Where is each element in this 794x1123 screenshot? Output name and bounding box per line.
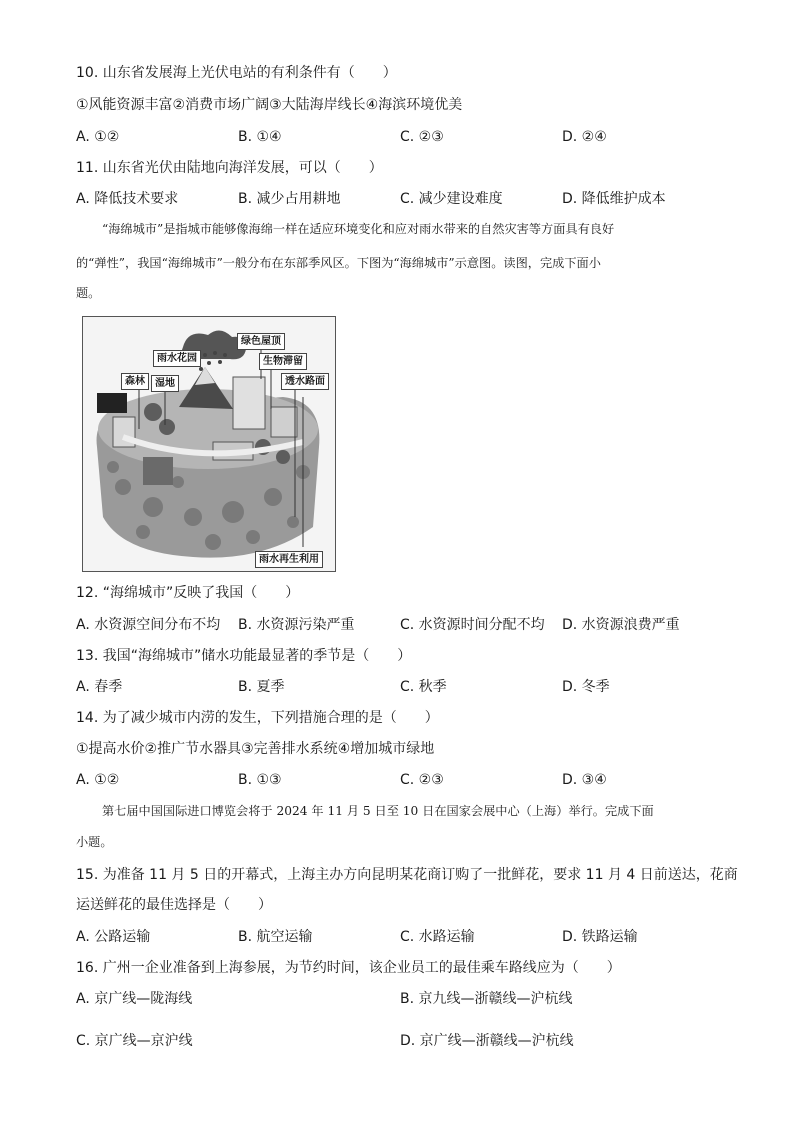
label-forest: 森林 [121, 373, 149, 390]
label-wetland: 湿地 [151, 375, 179, 392]
label-rain-reuse: 雨水再生利用 [255, 551, 323, 568]
q10-option-b: B. ①④ [238, 129, 282, 145]
q15-option-a: A. 公路运输 [76, 929, 151, 945]
q11-option-b: B. 减少占用耕地 [238, 191, 341, 207]
q15-option-c: C. 水路运输 [400, 929, 475, 945]
q11-option-a: A. 降低技术要求 [76, 191, 179, 207]
passage1-line3: 题。 [76, 286, 101, 300]
q11-option-c: C. 减少建设难度 [400, 191, 503, 207]
q12-option-a: A. 水资源空间分布不均 [76, 617, 221, 633]
q16-stem: 16. 广州一企业准备到上海参展，为节约时间，该企业员工的最佳乘车路线应为（ ） [76, 960, 621, 976]
label-rain-garden: 雨水花园 [153, 350, 201, 367]
q14-items: ①提高水价②推广节水器具③完善排水系统④增加城市绿地 [76, 741, 435, 757]
label-bio-retention: 生物滞留 [259, 353, 307, 370]
q14-option-d: D. ③④ [562, 772, 607, 788]
q10-option-c: C. ②③ [400, 129, 444, 145]
label-green-roof: 绿色屋顶 [237, 333, 285, 350]
q10-items: ①风能资源丰富②消费市场广阔③大陆海岸线长④海滨环境优美 [76, 97, 463, 113]
q12-option-c: C. 水资源时间分配不均 [400, 617, 545, 633]
q13-option-a: A. 春季 [76, 679, 123, 695]
q12-stem: 12. “海绵城市”反映了我国（ ） [76, 585, 300, 601]
q13-stem: 13. 我国“海绵城市”储水功能最显著的季节是（ ） [76, 648, 412, 664]
q10-option-a: A. ①② [76, 129, 120, 145]
passage1-line1: “海绵城市”是指城市能够像海绵一样在适应环境变化和应对雨水带来的自然灾害等方面具有良好 [102, 222, 615, 236]
q13-option-d: D. 冬季 [562, 679, 610, 695]
q14-stem: 14. 为了减少城市内涝的发生，下列措施合理的是（ ） [76, 710, 439, 726]
passage1-line2: 的“弹性”，我国“海绵城市”一般分布在东部季风区。下图为“海绵城市”示意图。读图，完成下面小 [76, 256, 601, 270]
q15-option-d: D. 铁路运输 [562, 929, 638, 945]
q14-option-c: C. ②③ [400, 772, 444, 788]
q16-option-d: D. 京广线—浙赣线—沪杭线 [400, 1033, 574, 1049]
q11-option-d: D. 降低维护成本 [562, 191, 666, 207]
q11-stem: 11. 山东省光伏由陆地向海洋发展，可以（ ） [76, 160, 383, 176]
q16-option-a: A. 京广线—陇海线 [76, 991, 193, 1007]
q13-option-b: B. 夏季 [238, 679, 285, 695]
q13-option-c: C. 秋季 [400, 679, 447, 695]
q12-option-b: B. 水资源污染严重 [238, 617, 355, 633]
label-permeable-road: 透水路面 [281, 373, 329, 390]
q15-stem-line1: 15. 为准备 11 月 5 日的开幕式，上海主办方向昆明某花商订购了一批鲜花，要求 11 月 4 日前送达，花商 [76, 867, 738, 883]
q14-option-a: A. ①② [76, 772, 120, 788]
q16-option-c: C. 京广线—京沪线 [76, 1033, 193, 1049]
q12-option-d: D. 水资源浪费严重 [562, 617, 680, 633]
q16-option-b: B. 京九线—浙赣线—沪杭线 [400, 991, 573, 1007]
q15-stem-line2: 运送鲜花的最佳选择是（ ） [76, 897, 272, 913]
passage2-line1: 第七届中国国际进口博览会将于 2024 年 11 月 5 日至 10 日在国家会展中心（上海）举行。完成下面 [102, 804, 654, 818]
q14-option-b: B. ①③ [238, 772, 282, 788]
q10-stem: 10. 山东省发展海上光伏电站的有利条件有（ ） [76, 65, 397, 81]
q10-option-d: D. ②④ [562, 129, 607, 145]
passage2-line2: 小题。 [76, 835, 113, 849]
q15-option-b: B. 航空运输 [238, 929, 313, 945]
sponge-city-diagram [82, 316, 336, 572]
